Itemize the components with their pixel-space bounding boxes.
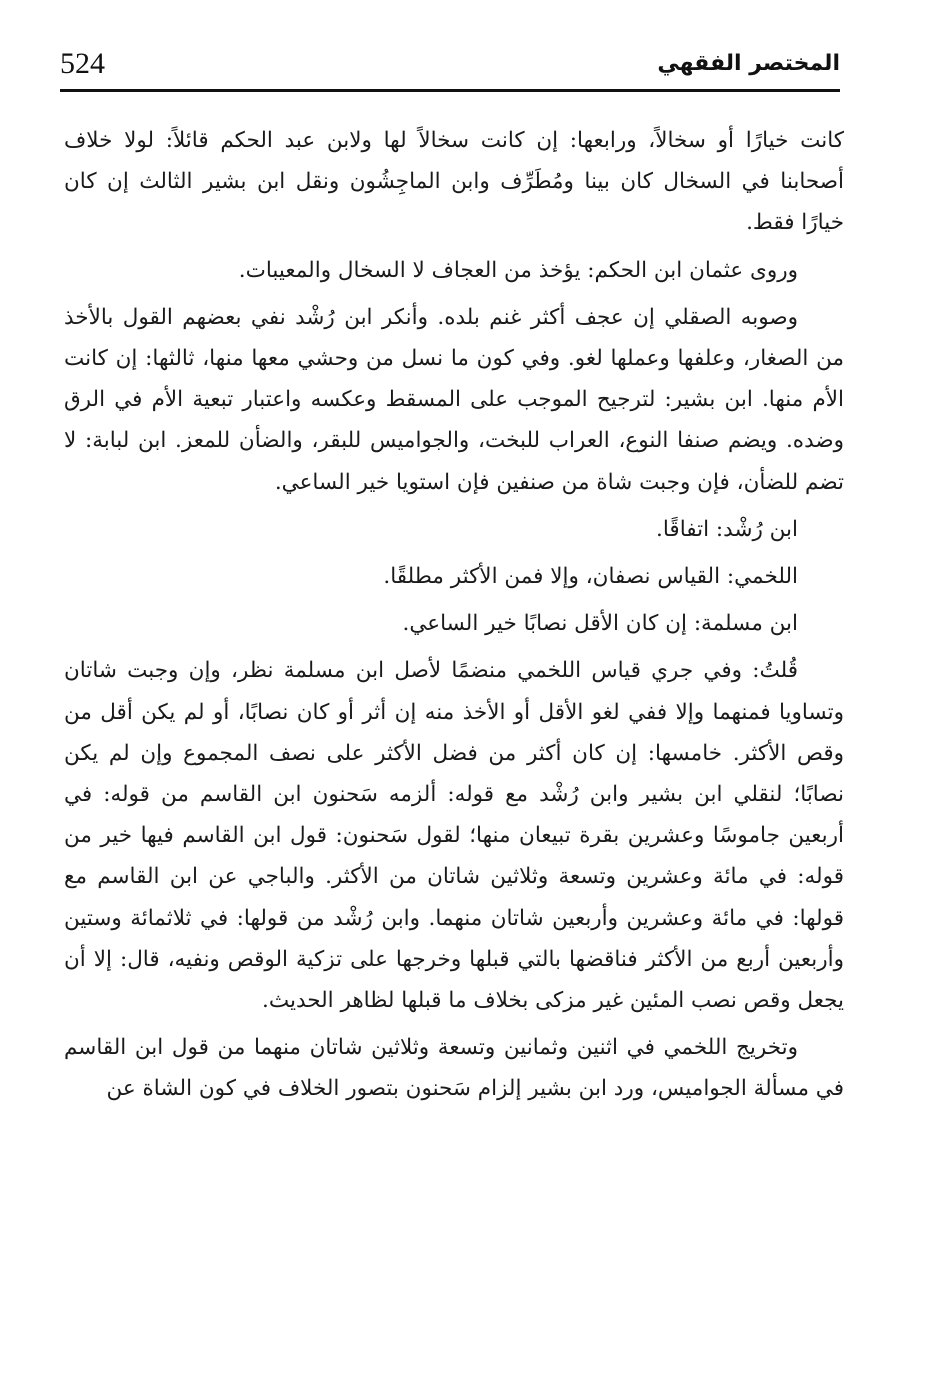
paragraph-8: وتخريج اللخمي في اثنين وثمانين وتسعة وثلاثين شاتان منهما من قول ابن القاسم في مسألة الجواميس، ورد ابن بشير إلزام سَحنون بتصور الخلاف في كون الشاة عن bbox=[64, 1035, 844, 1102]
paragraph-1: كانت خيارًا أو سخالاً، ورابعها: إن كانت سخالاً لها ولابن عبد الحكم قائلاً: لولا خلاف أصحابنا في السخال كان بينا ومُطَرِّف وابن الماجِشُون ونقل ابن بشير الثالث إن كان خيارًا فقط. bbox=[64, 128, 844, 236]
paragraph-3: وصوبه الصقلي إن عجف أكثر غنم بلده. وأنكر ابن رُشْد نفي بعضهم القول بالأخذ من الصغار، وعلفها وعملها لغو. وفي كون ما نسل من وحشي معها منها، ثالثها: إن كانت الأم منها. ابن بشير: لترجيح الموجب على المسقط وعكسه واعتبار تبعية الأم في الرق وضده. ويضم صنفا النوع، العراب للبخت، والجواميس للبقر، والضأن للمعز. ابن لبابة: لا تضم للضأن، فإن وجبت شاة من صنفين فإن استويا خير الساعي. bbox=[64, 304, 844, 495]
paragraph-7: قُلتُ: وفي جري قياس اللخمي منضمًا لأصل ابن مسلمة نظر، وإن وجبت شاتان وتساويا فمنهما وإلا ففي لغو الأقل أو الأخذ منه إن أثر أو كان نصابًا، أو لم يكن أقل من وقص الأكثر. خامسها: إن كان أكثر من فضل الأكثر على نصف المجموع وإن لم يكن نصابًا؛ لنقلي ابن بشير وابن رُشْد مع قوله: ألزمه سَحنون ابن القاسم من قوله: في أربعين جاموسًا وعشرين بقرة تبيعان منها؛ لقول سَحنون: قول ابن القاسم فيها خير من قوله: في مائة وعشرين وتسعة وثلاثين شاتان من الأكثر. والباجي عن ابن القاسم مع قولها: في مائة وعشرين وأربعين شاتان منهما. وابن رُشْد من قولها: في ثلاثمائة وستين وأربعين أربع من الأكثر فناقضها بالتي قبلها وخرجها على تزكية الوقص ونفيه، قال: إلا أن يجعل وقص نصب المئين غير مزكى بخلاف ما قبلها لظاهر الحديث. bbox=[64, 658, 844, 1014]
page-number: 524 bbox=[60, 47, 105, 80]
paragraph-2: وروى عثمان ابن الحكم: يؤخذ من العجاف لا السخال والمعيبات. bbox=[238, 257, 798, 283]
paragraph-4: ابن رُشْد: اتفاقًا. bbox=[656, 516, 798, 542]
header-rule bbox=[60, 89, 840, 92]
paragraph-5: اللخمي: القياس نصفان، وإلا فمن الأكثر مطلقًا. bbox=[383, 564, 798, 590]
paragraph-6: ابن مسلمة: إن كان الأقل نصابًا خير الساعي. bbox=[402, 611, 798, 637]
page-header bbox=[60, 40, 840, 92]
body-text bbox=[64, 120, 844, 1360]
running-title: المختصر الفقهي bbox=[657, 51, 840, 76]
